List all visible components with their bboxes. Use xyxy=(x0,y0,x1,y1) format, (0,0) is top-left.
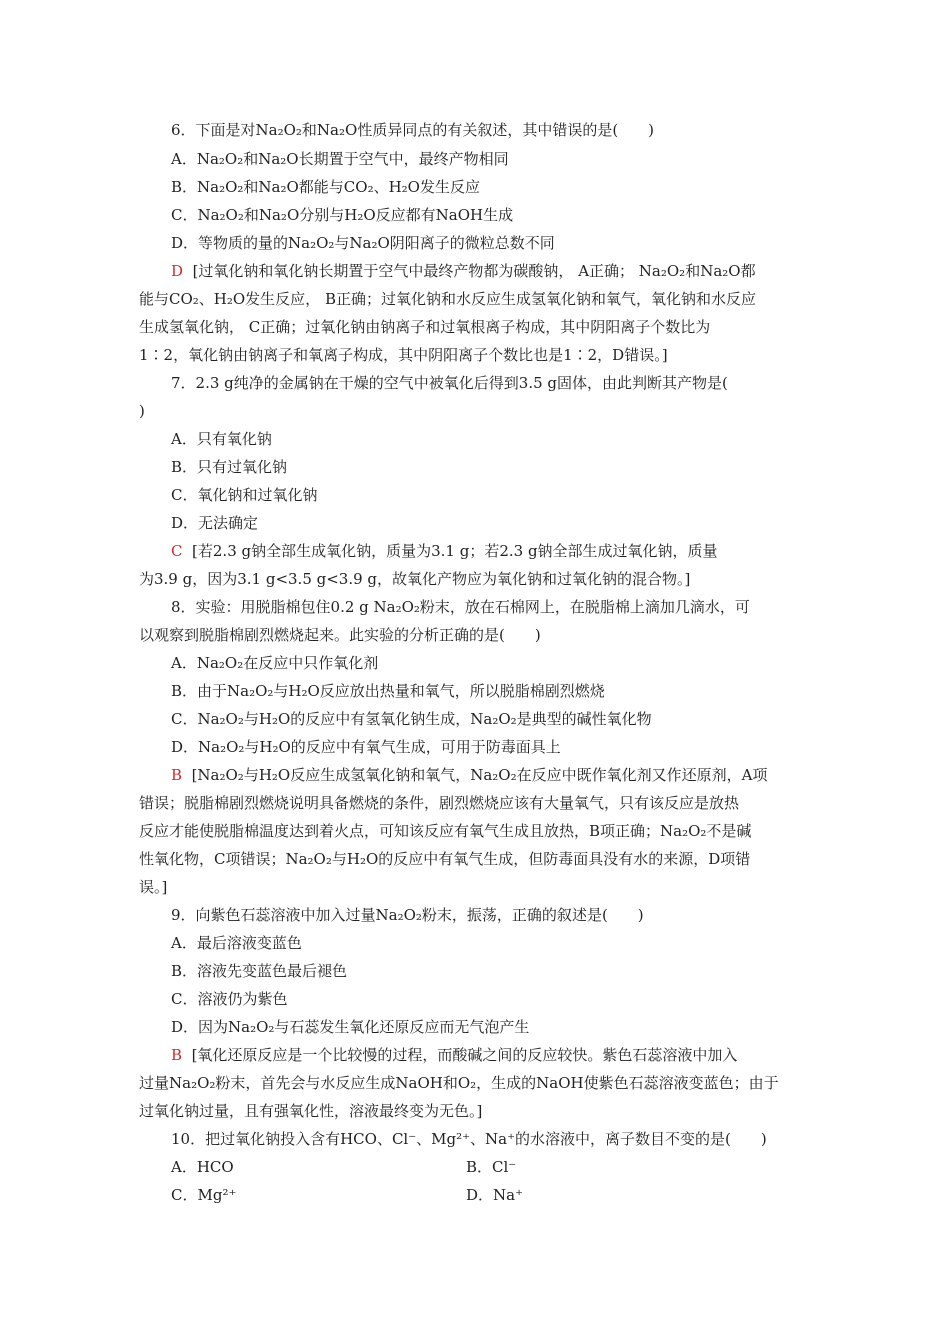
q8-explanation-line-2: 错误；脱脂棉剧烈燃烧说明具备燃烧的条件，剧烈燃烧应该有大量氧气，只有该反应是放热 xyxy=(139,794,740,812)
q8-stem-line-2: 以观察到脱脂棉剧烈燃烧起来。此实验的分析正确的是( ) xyxy=(139,626,541,644)
q9-explanation-line-1: B [氧化还原反应是一个比较慢的过程，而酸碱之间的反应较快。紫色石蕊溶液中加入 xyxy=(171,1046,738,1064)
q6-explanation-line-3: 生成氢氧化钠， C正确；过氧化钠由钠离子和过氧根离子构成，其中阴阳离子个数比为 xyxy=(139,318,711,336)
q9-stem: 9．向紫色石蕊溶液中加入过量Na₂O₂粉末，振荡，正确的叙述是( ) xyxy=(171,906,644,924)
q9-explanation-line-2: 过量Na₂O₂粉末，首先会与水反应生成NaOH和O₂，生成的NaOH使紫色石蕊溶液变蓝色；由于 xyxy=(139,1074,779,1092)
q8-option-b: B．由于Na₂O₂与H₂O反应放出热量和氧气，所以脱脂棉剧烈燃烧 xyxy=(171,682,605,700)
q7-stem-line-1: 7．2.3 g纯净的金属钠在干燥的空气中被氧化后得到3.5 g固体，由此判断其产物是( xyxy=(171,374,728,392)
q7-option-c: C．氧化钠和过氧化钠 xyxy=(171,486,318,504)
q9-option-c: C．溶液仍为紫色 xyxy=(171,990,288,1008)
q7-option-b: B．只有过氧化钠 xyxy=(171,458,288,476)
q8-explanation-line-3: 反应才能使脱脂棉温度达到着火点，可知该反应有氧气生成且放热，B项正确；Na₂O₂不是碱 xyxy=(139,822,752,840)
q9-option-a: A．最后溶液变蓝色 xyxy=(171,934,302,952)
q6-answer: D xyxy=(171,262,184,280)
q7-option-a: A．只有氧化钠 xyxy=(171,430,272,448)
q6-stem: 6．下面是对Na₂O₂和Na₂O性质异同点的有关叙述，其中错误的是( ) xyxy=(171,121,655,139)
q8-explanation-line-4: 性氧化物，C项错误；Na₂O₂与H₂O的反应中有氧气生成，但防毒面具没有水的来源，D项错 xyxy=(139,850,751,868)
q8-explanation-line-1: B [Na₂O₂与H₂O反应生成氢氧化钠和氧气，Na₂O₂在反应中既作氧化剂又作还原剂，A项 xyxy=(171,766,768,784)
q8-stem-line-1: 8．实验：用脱脂棉包住0.2 g Na₂O₂粉末，放在石棉网上，在脱脂棉上滴加几滴水，可 xyxy=(171,598,750,616)
q8-option-a: A．Na₂O₂在反应中只作氧化剂 xyxy=(171,654,379,672)
q6-option-d: D．等物质的量的Na₂O₂与Na₂O阴阳离子的微粒总数不同 xyxy=(171,234,555,252)
q8-option-c: C．Na₂O₂与H₂O的反应中有氢氧化钠生成，Na₂O₂是典型的碱性氧化物 xyxy=(171,710,652,728)
q6-explanation-line-2: 能与CO₂、H₂O发生反应， B正确；过氧化钠和水反应生成氢氧化钠和氧气，氧化钠和水反应 xyxy=(139,290,756,308)
q10-option-b: B．Cl⁻ xyxy=(466,1158,517,1176)
q9-explanation-line-3: 过氧化钠过量，且有强氧化性，溶液最终变为无色。] xyxy=(139,1102,483,1120)
q6-option-a: A．Na₂O₂和Na₂O长期置于空气中，最终产物相同 xyxy=(171,150,509,168)
q10-stem: 10．把过氧化钠投入含有HCO、Cl⁻、Mg²⁺、Na⁺的水溶液中，离子数目不变的是( ) xyxy=(171,1130,767,1148)
q9-option-b: B．溶液先变蓝色最后褪色 xyxy=(171,962,348,980)
q8-answer: B xyxy=(171,766,183,784)
q9-answer: B xyxy=(171,1046,183,1064)
q6-explanation-line-4: 1∶2，氧化钠由钠离子和氧离子构成，其中阴阳离子个数比也是1∶2，D错误。] xyxy=(139,346,668,364)
q7-option-d: D．无法确定 xyxy=(171,514,259,532)
q8-option-d: D．Na₂O₂与H₂O的反应中有氧气生成，可用于防毒面具上 xyxy=(171,738,561,756)
q6-option-b: B．Na₂O₂和Na₂O都能与CO₂、H₂O发生反应 xyxy=(171,178,480,196)
q8-explanation-line-5: 误。] xyxy=(139,878,168,896)
q10-option-c: C．Mg²⁺ xyxy=(171,1186,237,1204)
q7-answer: C xyxy=(171,542,183,560)
q10-option-d: D．Na⁺ xyxy=(466,1186,524,1204)
q7-stem-line-2: ) xyxy=(139,402,145,420)
q6-explanation-line-1: D [过氧化钠和氧化钠长期置于空气中最终产物都为碳酸钠， A正确； Na₂O₂和Na₂O都 xyxy=(171,262,756,280)
q7-explanation-line-2: 为3.9 g，因为3.1 g<3.5 g<3.9 g，故氧化产物应为氧化钠和过氧化钠的混合物。] xyxy=(139,570,691,588)
q7-explanation-line-1: C [若2.3 g钠全部生成氧化钠，质量为3.1 g；若2.3 g钠全部生成过氧化钠，质量 xyxy=(171,542,718,560)
q10-option-a: A．HCO xyxy=(171,1158,234,1176)
q6-option-c: C．Na₂O₂和Na₂O分别与H₂O反应都有NaOH生成 xyxy=(171,206,514,224)
q9-option-d: D．因为Na₂O₂与石蕊发生氧化还原反应而无气泡产生 xyxy=(171,1018,530,1036)
